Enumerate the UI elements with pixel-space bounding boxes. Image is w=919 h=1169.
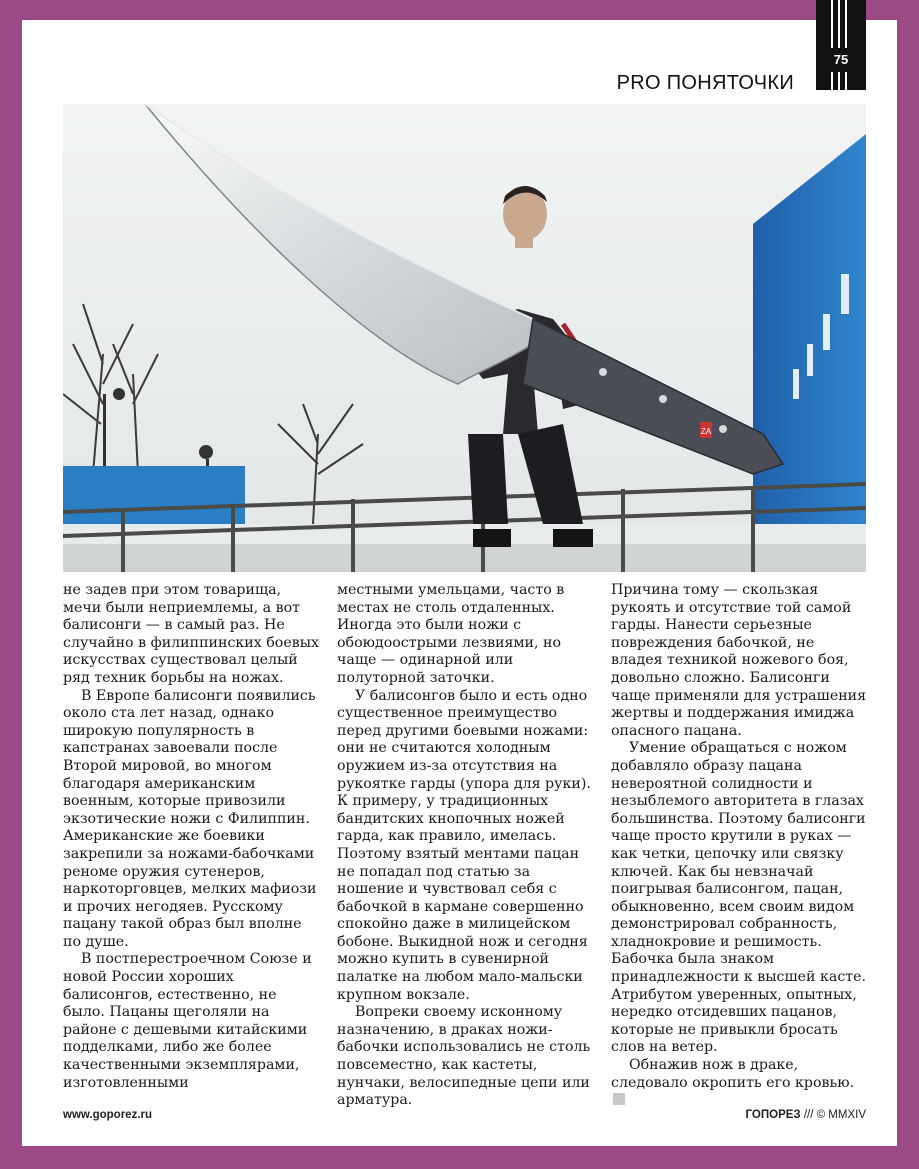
paragraph: Умение обращаться с ножом добавляло образу пацана невероятной солидности и незыблемого авторитета в глазах большинства. Поэтому балисонги чаще просто крутили в руках — как четки, цепочку или связку ключей. Как бы невзначай поигрывая балисонгом, пацан, обыкновенно, всем своим видом демонстрировал собранность, хладнокровие и решимость. Бабочка была знаком принадлежности к высшей касте. Атрибутом уверенных, опытных, нередко отсидевших пацанов, которые не привыкли бросать слов на ветер. xyxy=(611,740,867,1056)
paragraph: Причина тому — скользкая рукоять и отсутствие той самой гарды. Нанести серьезные повреждения бабочкой, не владея техникой ножевого боя, довольно сложно. Балисонги чаще применяли для устрашения жертвы и поддержания имиджа опасного пацана. xyxy=(611,582,867,739)
article-photo xyxy=(63,104,866,572)
paragraph xyxy=(611,1057,869,1110)
paragraph-text: Обнажив нож в драке, следовало окропить его кровью. xyxy=(611,1057,855,1091)
paragraph: Вопреки своему исконному назначению, в драках ножи-бабочки использовались не столь повсеместно, как кастеты, нунчаки, велосипедные цепи или арматура. xyxy=(337,1004,591,1109)
building-left xyxy=(63,466,245,526)
footer-credits xyxy=(746,1109,866,1121)
footer-copyright: © MMXIV xyxy=(816,1109,866,1121)
footer-separator: /// xyxy=(803,1109,814,1121)
paragraph: не задев при этом товарища, мечи были неприемлемы, а вот балисонги — в самый раз. Не случайно в филиппинских боевых искусствах существовал целый ряд техник борьбы на ножах. xyxy=(63,582,319,686)
photo-illustration xyxy=(63,104,866,572)
article-column-1 xyxy=(63,582,321,1092)
section-title: PRO ПОНЯТОЧКИ xyxy=(616,72,794,94)
page-number-tab xyxy=(816,0,866,90)
paragraph: У балисонгов было и есть одно существенное преимущество перед другими боевыми ножами: они не считаются холодным оружием из-за отсутствия на рукоятке гарды (упора для руки). К примеру, у традиционных бандитских кнопочных ножей гарда, как правило, имелась. Поэтому взятый ментами пацан не попадал под статью за ношение и чувствовал себя с бабочкой в кармане совершенно спокойно даже в милицейском бобоне. Выкидной нож и сегодня можно купить в сувенирной палатке на любом мало-мальски крупном вокзале. xyxy=(337,687,591,1003)
knife-logo-text: ZA xyxy=(700,427,712,436)
paragraph: местными умельцами, часто в местах не столь отдаленных. Иногда это были ножи с обоюдоострыми лезвиями, но чаще — одинарной или полуторной заточки. xyxy=(337,582,565,686)
page-number: 75 xyxy=(833,52,849,67)
footer-url: www.goporez.ru xyxy=(63,1109,153,1121)
end-of-article-square-icon xyxy=(613,1093,625,1105)
footer-brand: ГОПОРЕЗ xyxy=(745,1109,801,1121)
article-column-3 xyxy=(611,582,869,1110)
paragraph: В Европе балисонги появились около ста лет назад, однако широкую популярность в капстранах завоевали после Второй мировой, во многом благодаря американским военным, которые привозили экзотические ножи с Филиппин. Американские же боевики закрепили за ножами-бабочками реноме оружия сутенеров, наркоторговцев, мелких мафиози и прочих негодяев. Русскому пацану такой образ был вполне по душе. xyxy=(63,687,317,950)
article-column-2 xyxy=(337,582,595,1110)
paragraph: В постперестроечном Союзе и новой России хороших балисонгов, естественно, не было. Пацаны щеголяли на районе с дешевыми китайскими подделками, либо же более качественными экземплярами, изготовленными xyxy=(63,951,312,1091)
